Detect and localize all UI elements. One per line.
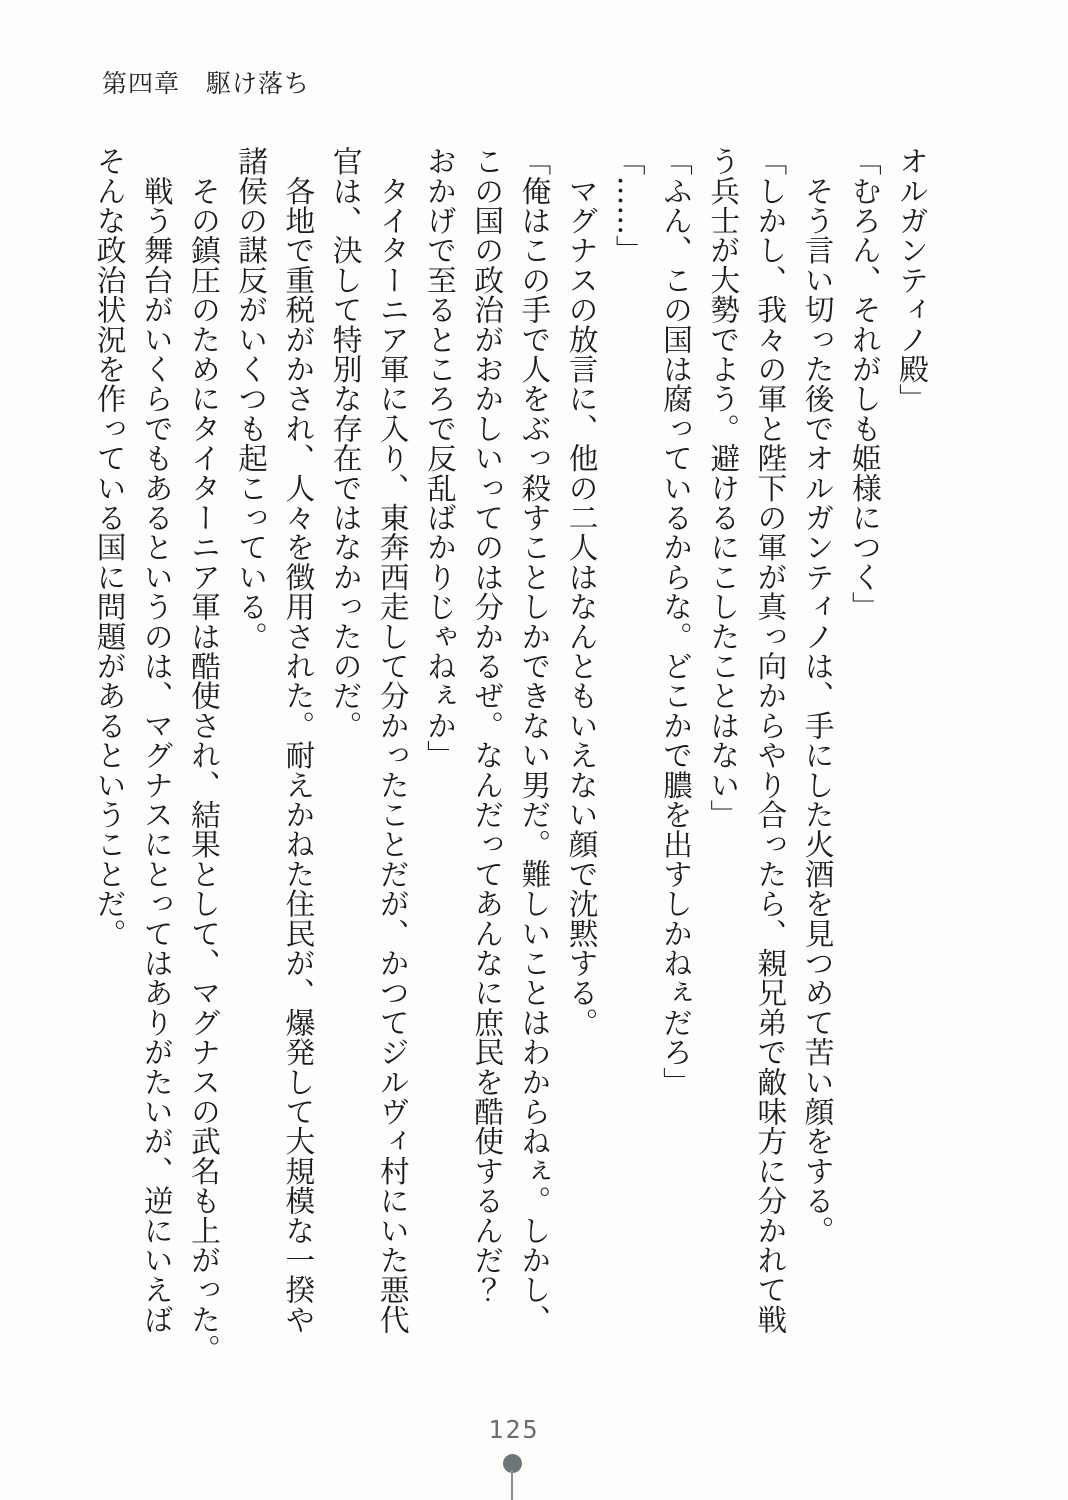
- text-column: おかげで至るところで反乱ばかりじゃねぇか」: [421, 146, 457, 770]
- text-column: 「むろん、それがしも姫様につく」: [846, 146, 882, 622]
- text-column: 「しかし、我々の軍と陛下の軍が真っ向からやり合ったら、親兄弟で敵味方に分かれて戦: [752, 146, 788, 1334]
- text-column: マグナスの放言に、他の二人はなんともいえない顔で沈黙する。: [563, 146, 599, 1037]
- text-column: そんな政治状況を作っている国に問題があるということだ。: [91, 146, 127, 948]
- text-column: 「俺はこの手で人をぶっ殺すことしかできない男だ。難しいことはわからねぇ。しかし、: [516, 146, 552, 1334]
- chapter-header: 第四章 駆け落ち: [102, 69, 311, 98]
- text-column: う兵士が大勢でよう。避けるにこしたことはない」: [705, 146, 741, 830]
- text-column: 戦う舞台がいくらでもあるというのは、マグナスにとってはありがたいが、逆にいえば: [138, 146, 174, 1334]
- text-column: タイターニア軍に入り、東奔西走して分かったことだが、かつてジルヴィ村にいた悪代: [374, 146, 410, 1334]
- text-column: オルガンティノ殿」: [894, 146, 929, 414]
- text-column: そう言い切った後でオルガンティノは、手にした火酒を見つめて苦い顔をする。: [799, 146, 835, 1245]
- pin-stem-line: [511, 1470, 513, 1500]
- text-column: この国の政治がおかしいってのは分かるぜ。なんだってあんなに庶民を酷使するんだ？: [469, 146, 505, 1305]
- text-column: 「ふん、この国は腐っているからな。どこかで膿を出すしかねぇだろ」: [657, 146, 693, 1097]
- text-column: 「……」: [610, 146, 646, 265]
- text-column: その鎮圧のためにタイターニア軍は酷使され、結果として、マグナスの武名も上がった。: [185, 146, 221, 1364]
- page-number: 125: [488, 1415, 540, 1444]
- vertical-text-block: [84, 146, 935, 1364]
- text-column: 諸侯の謀反がいくつも起こっている。: [233, 146, 269, 651]
- text-column: 官は、決して特別な存在ではなかったのだ。: [327, 146, 363, 740]
- text-column: 各地で重税がかされ、人々を徴用された。耐えかねた住民が、爆発して大規模な一揆や: [280, 146, 316, 1334]
